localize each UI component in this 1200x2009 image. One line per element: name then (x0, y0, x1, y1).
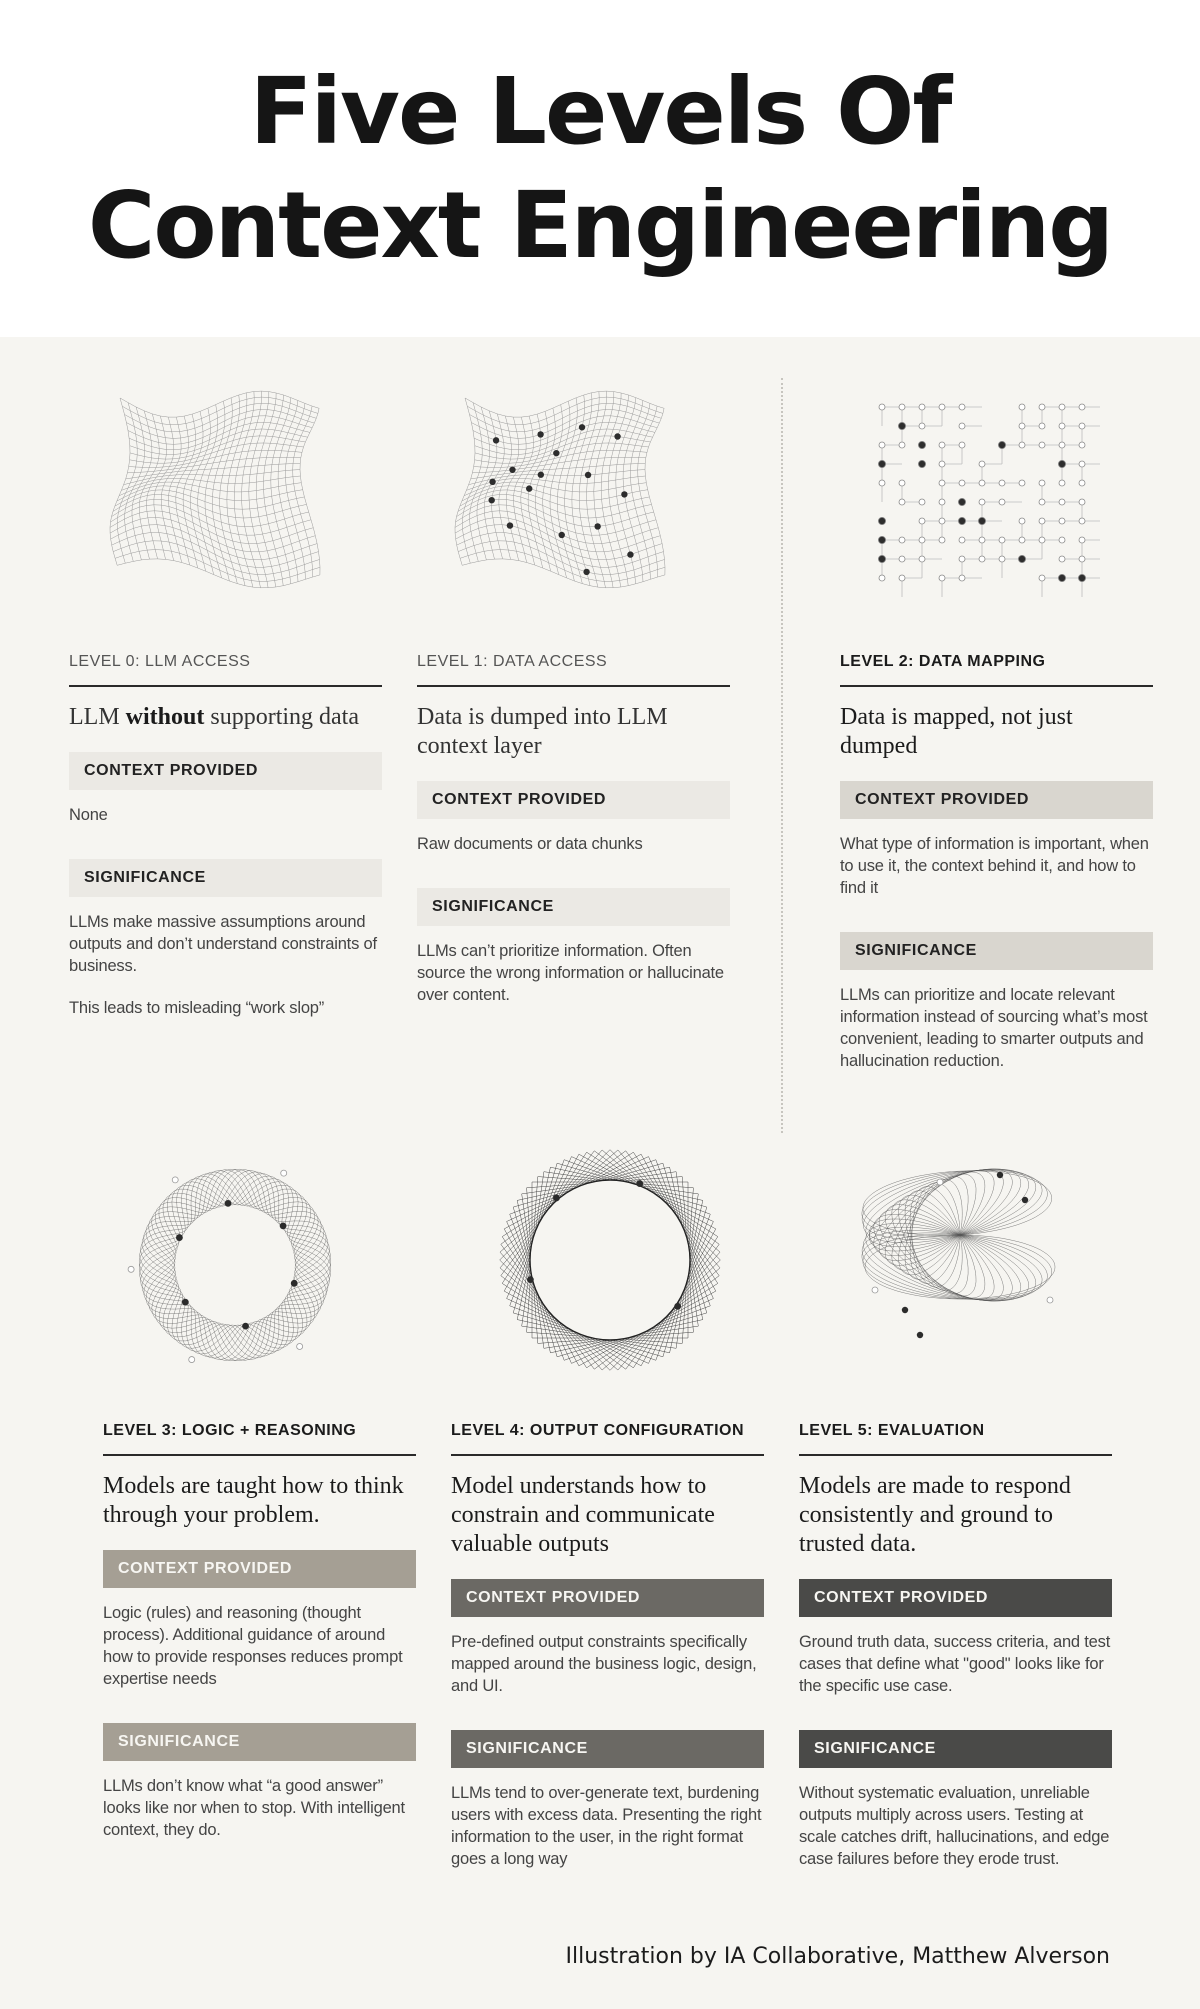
network-node (999, 556, 1005, 562)
network-node (959, 575, 965, 581)
network-node (1059, 442, 1065, 448)
network-node (1079, 480, 1085, 486)
level-4-headline: Model understands how to constrain and communicate valuable outputs (451, 1473, 715, 1557)
wireframe-mesh (110, 391, 320, 588)
square-point (553, 1195, 560, 1202)
spiral-loop (905, 1176, 968, 1279)
level-0-significance-tag: SIGNIFICANCE (69, 859, 382, 897)
level-5-context-tag: CONTEXT PROVIDED (799, 1579, 1112, 1617)
network-node (879, 404, 885, 410)
spiral-loops-illustration (845, 1140, 1075, 1370)
ring-outer-point (172, 1177, 178, 1183)
level-3-significance-text: LLMs don’t know what “a good answer” looks like nor when to stop. With intelligent context, they do. (103, 1777, 405, 1839)
data-point (585, 472, 591, 478)
level-4-significance-text: LLMs tend to over-generate text, burdening users with excess data. Presenting the right information to the user, in the right format goes a long way (451, 1784, 762, 1868)
network-node (1019, 480, 1025, 486)
network-node (898, 422, 905, 429)
ring-strand (146, 1170, 324, 1361)
data-point (537, 431, 543, 437)
data-point (526, 485, 532, 491)
network-node (1079, 404, 1085, 410)
data-point (627, 551, 633, 557)
level-0-context-tag: CONTEXT PROVIDED (69, 752, 382, 790)
network-node (1019, 423, 1025, 429)
level-1-headline: Data is dumped into LLM context layer (417, 704, 668, 759)
spiral-loop (905, 1191, 968, 1294)
network-node (1059, 537, 1065, 543)
network-node (878, 555, 885, 562)
spiral-loop (865, 1235, 1055, 1299)
level-1-context-text: Raw documents or data chunks (417, 835, 643, 853)
level-5-significance-text: Without systematic evaluation, unreliable outputs multiply across users. Testing at scale catches drift, hallucinations, and edge case failures before they erode trust. (799, 1784, 1110, 1868)
network-node (959, 404, 965, 410)
network-node (899, 575, 905, 581)
network-node (1039, 423, 1045, 429)
network-node (979, 480, 985, 486)
data-point (553, 450, 559, 456)
network-node (879, 442, 885, 448)
level-0-headline-emphasis: without (125, 704, 205, 730)
network-node (1039, 575, 1045, 581)
network-node (899, 480, 905, 486)
level-1-label: LEVEL 1: DATA ACCESS (417, 653, 730, 687)
level-3-context-tag: CONTEXT PROVIDED (103, 1550, 416, 1588)
square-point (527, 1276, 534, 1283)
square-point (674, 1303, 681, 1310)
network-node (899, 499, 905, 505)
wireframe-surface-with-points-illustration (445, 378, 675, 598)
network-node (1039, 404, 1045, 410)
network-node (1079, 423, 1085, 429)
level-2-context-tag: CONTEXT PROVIDED (840, 781, 1153, 819)
network-node (939, 442, 945, 448)
level-4-significance-tag: SIGNIFICANCE (451, 1730, 764, 1768)
ring-outer-point (189, 1357, 195, 1363)
network-node (939, 575, 945, 581)
ring-point (280, 1222, 287, 1229)
level-0-headline (69, 703, 382, 732)
network-node (918, 460, 925, 467)
network-node (1039, 518, 1045, 524)
level-2-label: LEVEL 2: DATA MAPPING (840, 653, 1153, 687)
network-node (959, 537, 965, 543)
network-node (1019, 518, 1025, 524)
data-point (559, 532, 565, 538)
spiral-point (997, 1172, 1003, 1178)
network-node (878, 517, 885, 524)
level-3-significance-tag: SIGNIFICANCE (103, 1723, 416, 1761)
level-2-headline: Data is mapped, not just dumped (840, 704, 1073, 759)
node-network-illustration (870, 395, 1100, 605)
network-node (1078, 574, 1085, 581)
data-point (488, 497, 494, 503)
level-4-context-text: Pre-defined output constraints specifically mapped around the business logic, design, and UI. (451, 1633, 757, 1695)
network-node (899, 442, 905, 448)
network-node (1079, 461, 1085, 467)
network-node (1019, 404, 1025, 410)
data-point (509, 467, 515, 473)
ring-point (225, 1200, 232, 1207)
level-4-context-tag: CONTEXT PROVIDED (451, 1579, 764, 1617)
level-0-significance-text: LLMs make massive assumptions around outputs and don’t understand constraints of business. (69, 913, 377, 975)
network-node (998, 441, 1005, 448)
level-5-card (799, 1422, 1112, 1870)
ring-point (242, 1323, 249, 1330)
network-node (959, 480, 965, 486)
network-node (1058, 460, 1065, 467)
network-node (918, 441, 925, 448)
level-0-significance-extra: This leads to misleading “work slop” (69, 999, 325, 1017)
level-0-label: LEVEL 0: LLM ACCESS (69, 653, 382, 687)
inner-circle (530, 1180, 690, 1340)
network-node (1079, 499, 1085, 505)
level-3-headline: Models are taught how to think through your problem. (103, 1473, 404, 1528)
network-node (958, 517, 965, 524)
network-node (879, 575, 885, 581)
level-0-headline-post: supporting data (204, 704, 359, 730)
network-node (979, 556, 985, 562)
ring-strand (142, 1172, 328, 1358)
title-band (0, 0, 1200, 337)
network-node (959, 423, 965, 429)
network-node (1059, 480, 1065, 486)
wireframe-surface-illustration (100, 378, 330, 598)
level-1-card (417, 653, 730, 1006)
data-point (507, 522, 513, 528)
spiral-outer-point (872, 1287, 878, 1293)
network-node (999, 537, 1005, 543)
woven-ring-illustration (115, 1145, 355, 1385)
ring-point (182, 1299, 189, 1306)
data-point (489, 479, 495, 485)
level-5-label: LEVEL 5: EVALUATION (799, 1422, 1112, 1456)
dotted-divider (781, 378, 783, 1133)
level-4-label: LEVEL 4: OUTPUT CONFIGURATION (451, 1422, 764, 1456)
network-node (1079, 442, 1085, 448)
network-node (939, 480, 945, 486)
ring-outer-point (128, 1266, 134, 1272)
level-2-context-text: What type of information is important, when to use it, the context behind it, and how to find it (840, 835, 1149, 897)
network-node (1058, 574, 1065, 581)
network-node (1039, 537, 1045, 543)
network-node (899, 556, 905, 562)
network-node (899, 537, 905, 543)
network-node (919, 556, 925, 562)
network-node (1039, 480, 1045, 486)
spiral-outer-point (1047, 1297, 1053, 1303)
level-0-card (69, 653, 382, 1019)
network-node (1039, 442, 1045, 448)
level-1-context-tag: CONTEXT PROVIDED (417, 781, 730, 819)
network-node (1059, 556, 1065, 562)
ring-point (176, 1234, 183, 1241)
network-node (1059, 404, 1065, 410)
spiral-point (1022, 1197, 1028, 1203)
data-point (538, 472, 544, 478)
network-node (979, 537, 985, 543)
level-0-context-text: None (69, 806, 108, 824)
network-node (959, 442, 965, 448)
network-node (1059, 518, 1065, 524)
spiral-outer-point (937, 1179, 943, 1185)
network-node (1059, 423, 1065, 429)
spiral-loop (863, 1171, 1052, 1236)
data-point (614, 433, 620, 439)
level-2-significance-text: LLMs can prioritize and locate relevant information instead of sourcing what’s most convenient, leading to smarter outputs and hallucination reduction. (840, 986, 1148, 1070)
data-point (583, 569, 589, 575)
network-node (919, 404, 925, 410)
data-point (493, 437, 499, 443)
ring-strand (139, 1179, 331, 1352)
network-node (1019, 537, 1025, 543)
network-node (878, 460, 885, 467)
network-node (919, 537, 925, 543)
level-3-card (103, 1422, 416, 1841)
network-node (919, 423, 925, 429)
level-1-significance-tag: SIGNIFICANCE (417, 888, 730, 926)
square-point (636, 1180, 643, 1187)
spiral-point (902, 1307, 908, 1313)
network-node (878, 536, 885, 543)
network-node (1079, 556, 1085, 562)
ring-outer-point (297, 1343, 303, 1349)
network-node (1079, 518, 1085, 524)
network-node (879, 480, 885, 486)
page-title-line-1: Five Levels Of (249, 58, 951, 165)
level-2-significance-tag: SIGNIFICANCE (840, 932, 1153, 970)
network-node (1059, 499, 1065, 505)
data-point (594, 523, 600, 529)
network-node (919, 518, 925, 524)
network-node (939, 537, 945, 543)
ring-outer-point (281, 1170, 287, 1176)
network-node (958, 498, 965, 505)
illustration-credit: Illustration by IA Collaborative, Matthew Alverson (565, 1944, 1110, 1969)
ring-strand (149, 1169, 322, 1361)
spiral-point (917, 1332, 923, 1338)
network-node (939, 518, 945, 524)
level-1-significance-text: LLMs can’t prioritize information. Often source the wrong information or hallucinate over content. (417, 942, 724, 1004)
spiral-loop (863, 1235, 1052, 1300)
level-5-headline: Models are made to respond consistently and ground to trusted data. (799, 1473, 1071, 1557)
level-0-headline-pre: LLM (69, 704, 126, 730)
level-4-card (451, 1422, 764, 1870)
wireframe-mesh (455, 391, 665, 588)
network-node (1039, 499, 1045, 505)
data-point (621, 491, 627, 497)
network-node (1018, 555, 1025, 562)
network-node (979, 461, 985, 467)
page-title-line-2: Context Engineering (87, 172, 1113, 279)
network-node (999, 480, 1005, 486)
network-node (1079, 537, 1085, 543)
rotated-squares-ring-illustration (490, 1140, 730, 1380)
level-3-label: LEVEL 3: LOGIC + REASONING (103, 1422, 416, 1456)
data-point (579, 424, 585, 430)
ring-strand (142, 1172, 328, 1358)
network-node (939, 461, 945, 467)
network-node (978, 517, 985, 524)
network-node (939, 404, 945, 410)
network-node (919, 499, 925, 505)
network-node (939, 499, 945, 505)
network-node (959, 556, 965, 562)
level-2-card (840, 653, 1153, 1072)
spiral-loop (862, 1170, 1042, 1240)
network-node (979, 499, 985, 505)
network-node (899, 404, 905, 410)
network-node (1019, 442, 1025, 448)
level-5-significance-tag: SIGNIFICANCE (799, 1730, 1112, 1768)
level-5-context-text: Ground truth data, success criteria, and test cases that define what "good" looks like for the specific use case. (799, 1633, 1111, 1695)
ring-point (291, 1280, 298, 1287)
network-node (999, 499, 1005, 505)
level-3-context-text: Logic (rules) and reasoning (thought process). Additional guidance of around how to provide responses reduces prompt expertise needs (103, 1604, 403, 1688)
